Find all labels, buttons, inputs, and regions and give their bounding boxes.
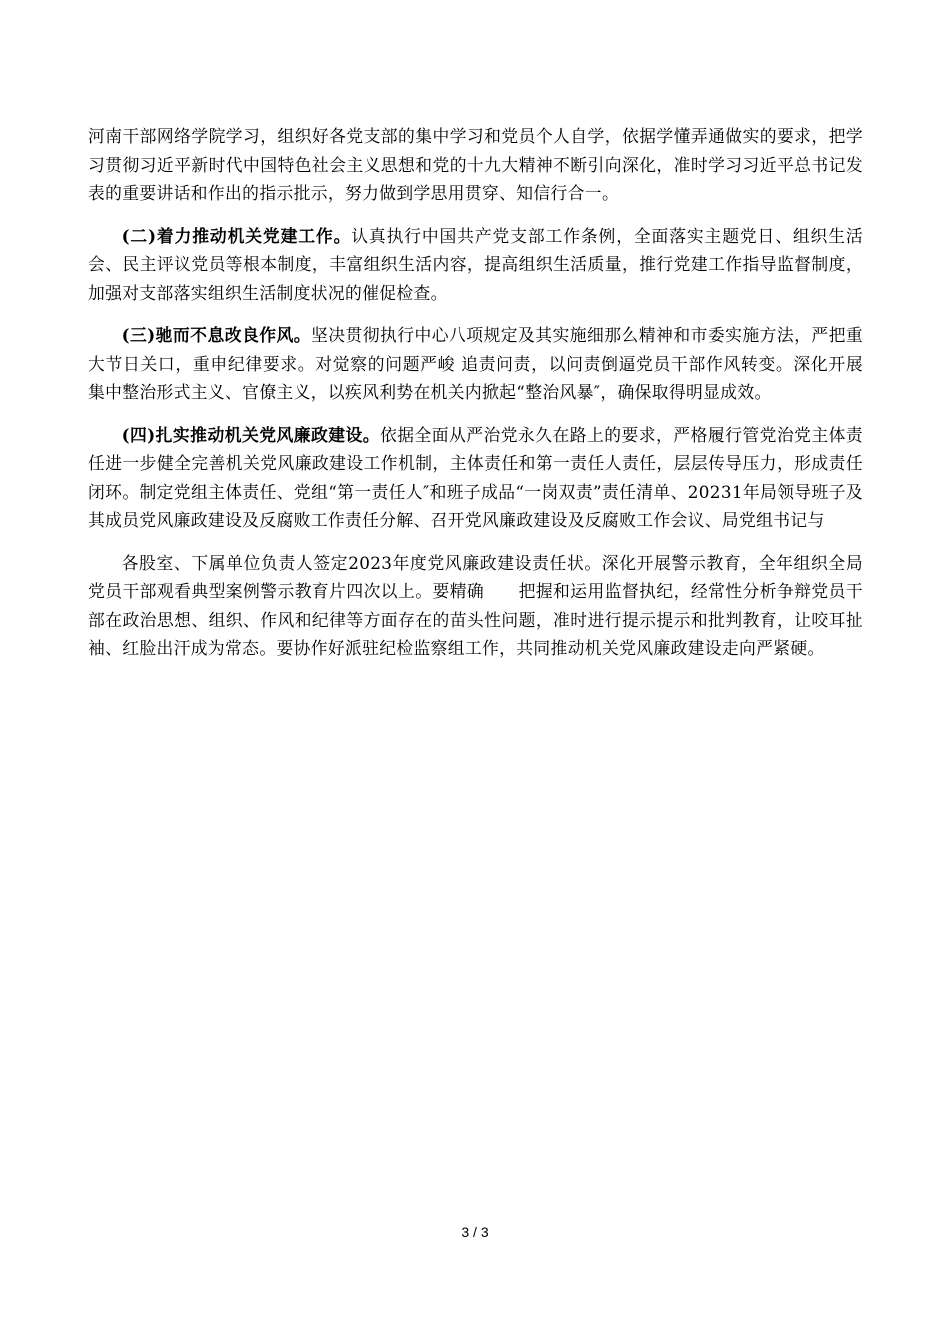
paragraph-text: 认真执行中国共产党支部工作条例，全面落实主题党日、组织生活会、民主评议党员等根本制度，丰富组织生活内容，提高组织生活质量，推行党建工作指导监督制度，加强对支部落实组织生活制度状况的催促检查。 [88,225,864,303]
paragraph-responsibility [88,549,863,663]
paragraph-integrity [88,421,863,535]
page-number: 3 / 3 [461,1224,489,1240]
section-heading-4: (四)扎实推动机关党风廉政建设。 [121,424,380,445]
paragraph-work-style [88,321,863,407]
paragraph-intro-continued [88,122,863,208]
section-heading-2: (二)着力推动机关党建工作。 [121,225,352,246]
paragraph-text: 河南干部网络学院学习，组织好各党支部的集中学习和党员个人自学，依据学懂弄通做实的要求，把学习贯彻习近平新时代中国特色社会主义思想和党的十九大精神不断引向深化，准时学习习近平总书记发表的重要讲话和作出的指示批示，努力做到学思用贯穿、知信行合一。 [88,126,863,203]
document-body [88,122,863,677]
paragraph-text: 依据全面从严治党永久在路上的要求，严格履行管党治党主体责任进一步健全完善机关党风廉政建设工作机制，主体责任和第一责任人责任，层层传导压力，形成责任闭环。制定党组主体责任、党组“第一责任人″和班子成品“一岗双责”责任清单、20231年局领导班子及其成员党风廉政建设及反腐败工作责任分解、召开党风廉政建设及反腐败工作会议、局党组书记与 [88,424,863,530]
paragraph-text: 坚决贯彻执行中心八项规定及其实施细那么精神和市委实施方法，严把重大节日关口，重申纪律要求。对觉察的问题严峻 追责问责，以问责倒逼党员干部作风转变。深化开展集中整治形式主义、官僚主义，以疾风利势在机关内掀起“整治风暴″，确保取得明显成效。 [88,325,863,402]
paragraph-party-building [88,222,863,308]
section-heading-3: (三)驰而不息改良作风。 [121,325,311,345]
paragraph-text: 各股室、下属单位负责人签定2023年度党风廉政建设责任状。深化开展警示教育，全年组织全局党员干部观看典型案例警示教育片四次以上。要精确 把握和运用监督执纪，经常性分析争辩党员干部在政治思想、组织、作风和纪律等方面存在的苗头性问题，准时进行提示提示和批判教育，让咬耳扯袖、红脸出汗成为常态。要协作好派驻纪检监察组工作，共同推动机关党风廉政建设走向严紧硬。 [88,552,863,658]
